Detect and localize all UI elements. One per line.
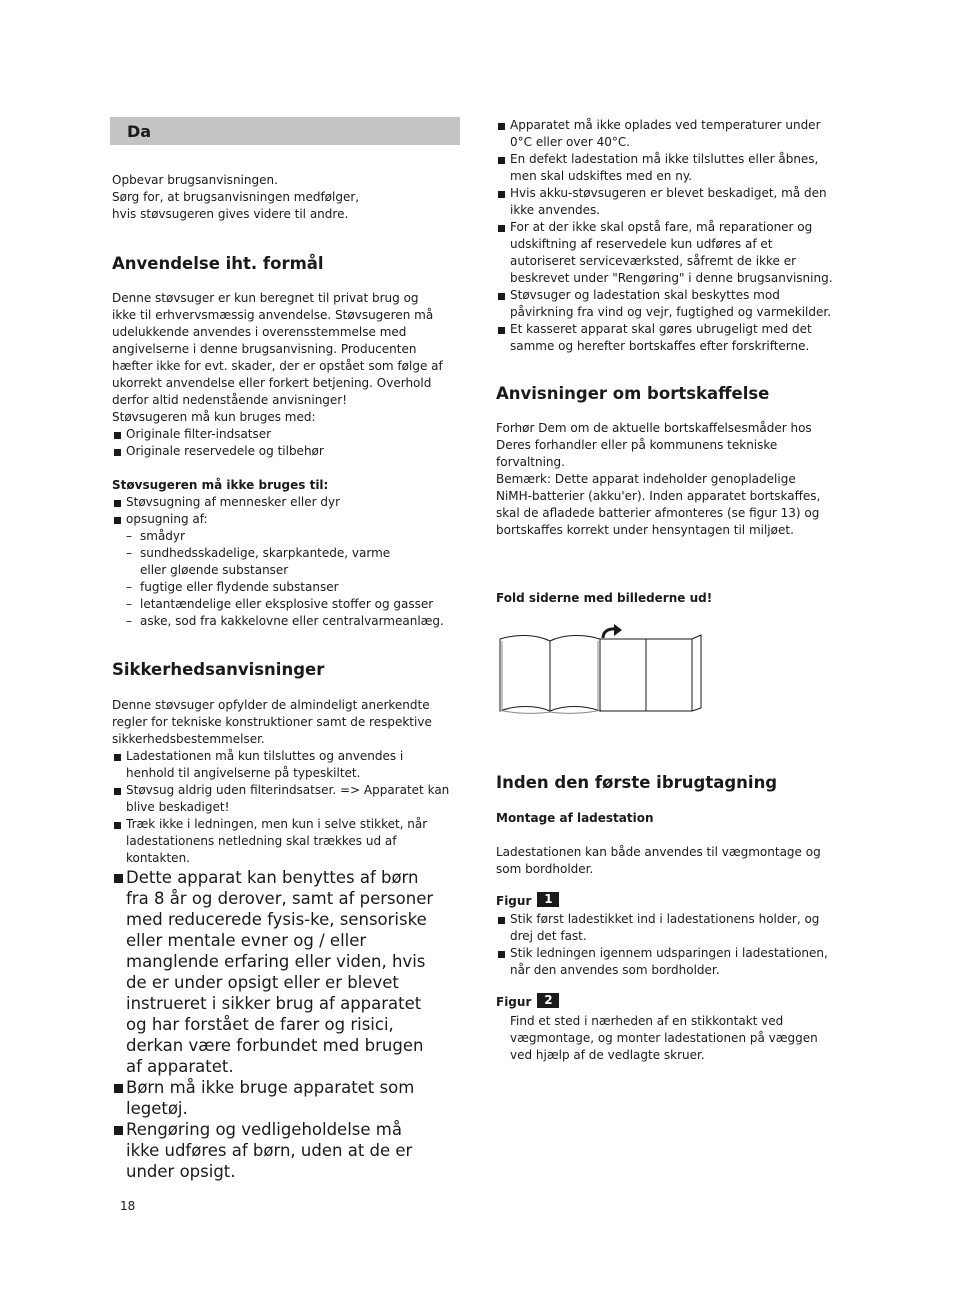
list-item: Støvsugning af mennesker eller dyr xyxy=(112,494,457,511)
safety-emphasis-list xyxy=(112,867,437,1182)
allowed-list xyxy=(112,426,457,460)
figure-2-number: 2 xyxy=(537,993,559,1008)
list-item: – fugtige eller flydende substanser xyxy=(126,579,457,596)
list-item: Stik først ladestikket ind i ladestationens holder, og drej det fast. xyxy=(496,911,841,945)
figure-1-list xyxy=(496,911,841,979)
list-item: Støvsug aldrig uden filterindsatser. => Apparatet kan blive beskadiget! xyxy=(112,782,457,816)
safety-list xyxy=(112,748,457,867)
mounting-paragraph: Ladestationen kan både anvendes til vægmontage og som bordholder. xyxy=(496,845,821,876)
fold-note: Fold siderne med billederne ud! xyxy=(496,591,713,605)
list-item: – smådyr xyxy=(126,528,457,545)
language-code: Da xyxy=(127,122,152,141)
figure-1-label: Figur 1 xyxy=(496,892,559,908)
list-item: Børn må ikke bruge apparatet som legetøj. xyxy=(112,1077,437,1119)
section-title-disposal: Anvisninger om bortskaffelse xyxy=(496,384,770,403)
list-item: Træk ikke i ledningen, men kun i selve stikket, når ladestationens netledning skal trækkes ud af kontakten. xyxy=(112,816,438,867)
list-item: Stik ledningen igennem udsparingen i ladestationen, når den anvendes som bordholder. xyxy=(496,945,841,979)
list-item: Ladestationen må kun tilsluttes og anvendes i henhold til angivelserne på typeskiltet. xyxy=(112,748,416,782)
section-title-usage: Anvendelse iht. formål xyxy=(112,254,324,273)
figure-2-label: Figur 2 xyxy=(496,993,559,1009)
safety-paragraph: Denne støvsuger opfylder de almindeligt anerkendte regler for tekniske konstruktioner samt de respektive sikkerhedsbestemmelser. Ladestationen må kun tilsluttes og anvendes i henhold til angivelserne på typeskiltet. Støvsug aldrig uden filterindsatser. => Apparatet kan blive beskadiget! Træk ikke i ledningen, men kun i selve stikket, når ladestationens netledning skal trækkes ud af kontakten. Dette apparat kan benyttes af børn fra 8 år og derover, samt af personer med reducerede fysis-ke, sensoriske eller mentale evner og / eller manglende erfaring eller viden, hvis de er under opsigt eller er blevet instrueret i sikker brug af apparatet og har forstået de farer og risici, derkan være forbundet med brugen af apparatet. Børn må ikke bruge apparatet som legetøj. Rengøring og vedligeholdelse må ikke udføres af børn, uden at de er under opsigt. xyxy=(112,697,457,1182)
list-item: opsugning af: xyxy=(112,511,457,528)
list-item: Originale filter-indsatser xyxy=(112,426,457,443)
mounting-subtitle: Montage af ladestation xyxy=(496,811,654,825)
list-item: Et kasseret apparat skal gøres ubrugeligt med det samme og herefter bortskaffes efter forskrifterne. xyxy=(496,321,841,355)
list-item: Apparatet må ikke oplades ved temperaturer under 0°C eller over 40°C. xyxy=(496,117,841,151)
section-title-first-use: Inden den første ibrugtagning xyxy=(496,773,778,792)
list-item: – sundhedsskadelige, skarpkantede, varme eller gløende substanser xyxy=(126,545,420,579)
figure-2-text: Find et sted i nærheden af en stikkontakt ved vægmontage, og monter ladestationen på væggen ved hjælp af de vedlagte skruer. xyxy=(510,1014,818,1062)
figure-1-number: 1 xyxy=(537,892,559,907)
list-item: – letantændelige eller eksplosive stoffer og gasser xyxy=(126,596,457,613)
list-item: En defekt ladestation må ikke tilsluttes eller åbnes, men skal udskiftes med en ny. xyxy=(496,151,841,185)
disposal-paragraph: Forhør Dem om de aktuelle bortskaffelsesmåder hos Deres forhandler eller på kommunens tekniske forvaltning. Bemærk: Dette apparat indeholder genopladelige NiMH-batterier (akku'er). Inden apparatet bortskaffes, skal de afladede batterier afmonteres (se figur 13) og bortskaffes korrekt under hensyntagen til miljøet. xyxy=(496,421,821,537)
list-item: Hvis akku-støvsugeren er blevet beskadiget, må den ikke anvendes. xyxy=(496,185,841,219)
intro-text: Opbevar brugsanvisningen. Sørg for, at brugsanvisningen medfølger, hvis støvsugeren gives videre til andre. xyxy=(112,173,360,221)
section-title-safety: Sikkerhedsanvisninger xyxy=(112,660,325,679)
list-item: Støvsuger og ladestation skal beskyttes mod påvirkning fra vind og vejr, fugtighed og varmekilder. xyxy=(496,287,841,321)
not-allowed-list xyxy=(112,494,457,630)
list-item: Originale reservedele og tilbehør xyxy=(112,443,457,460)
foldout-illustration xyxy=(496,624,706,716)
page-number: 18 xyxy=(120,1199,136,1213)
sub-list xyxy=(112,528,457,630)
safety-list-continued xyxy=(496,117,841,355)
not-allowed-title: Støvsugeren må ikke bruges til: xyxy=(112,478,329,492)
list-item: – aske, sod fra kakkelovne eller centralvarmeanlæg. xyxy=(126,613,457,630)
language-bar xyxy=(110,117,460,145)
usage-paragraph: Denne støvsuger er kun beregnet til privat brug og ikke til erhvervsmæssig anvendelse. Støvsugeren må udelukkende anvendes i overensstemmelse med angivelserne i denne brugsanvisning. Producenten hæfter ikke for evt. skader, der er opstået som følge af ukorrekt anvendelse eller forkert betjening. Overhold derfor altid nedenstående anvisninger! Støvsugeren må kun bruges med: Originale filter-indsatser Originale reservedele og tilbehør xyxy=(112,290,457,460)
list-item: Rengøring og vedligeholdelse må ikke udføres af børn, uden at de er under opsigt. xyxy=(112,1119,437,1182)
list-item: For at der ikke skal opstå fare, må reparationer og udskiftning af reservedele kun udføres af et autoriseret serviceværksted, såfremt de ikke er beskrevet under "Rengøring" i denne brugsanvisning. xyxy=(496,219,841,287)
list-item: Dette apparat kan benyttes af børn fra 8 år og derover, samt af personer med reducerede fysis-ke, sensoriske eller mentale evner og / eller manglende erfaring eller viden, hvis de er under opsigt eller er blevet instrueret i sikker brug af apparatet og har forstået de farer og risici, derkan være forbundet med brugen af apparatet. xyxy=(112,867,437,1077)
